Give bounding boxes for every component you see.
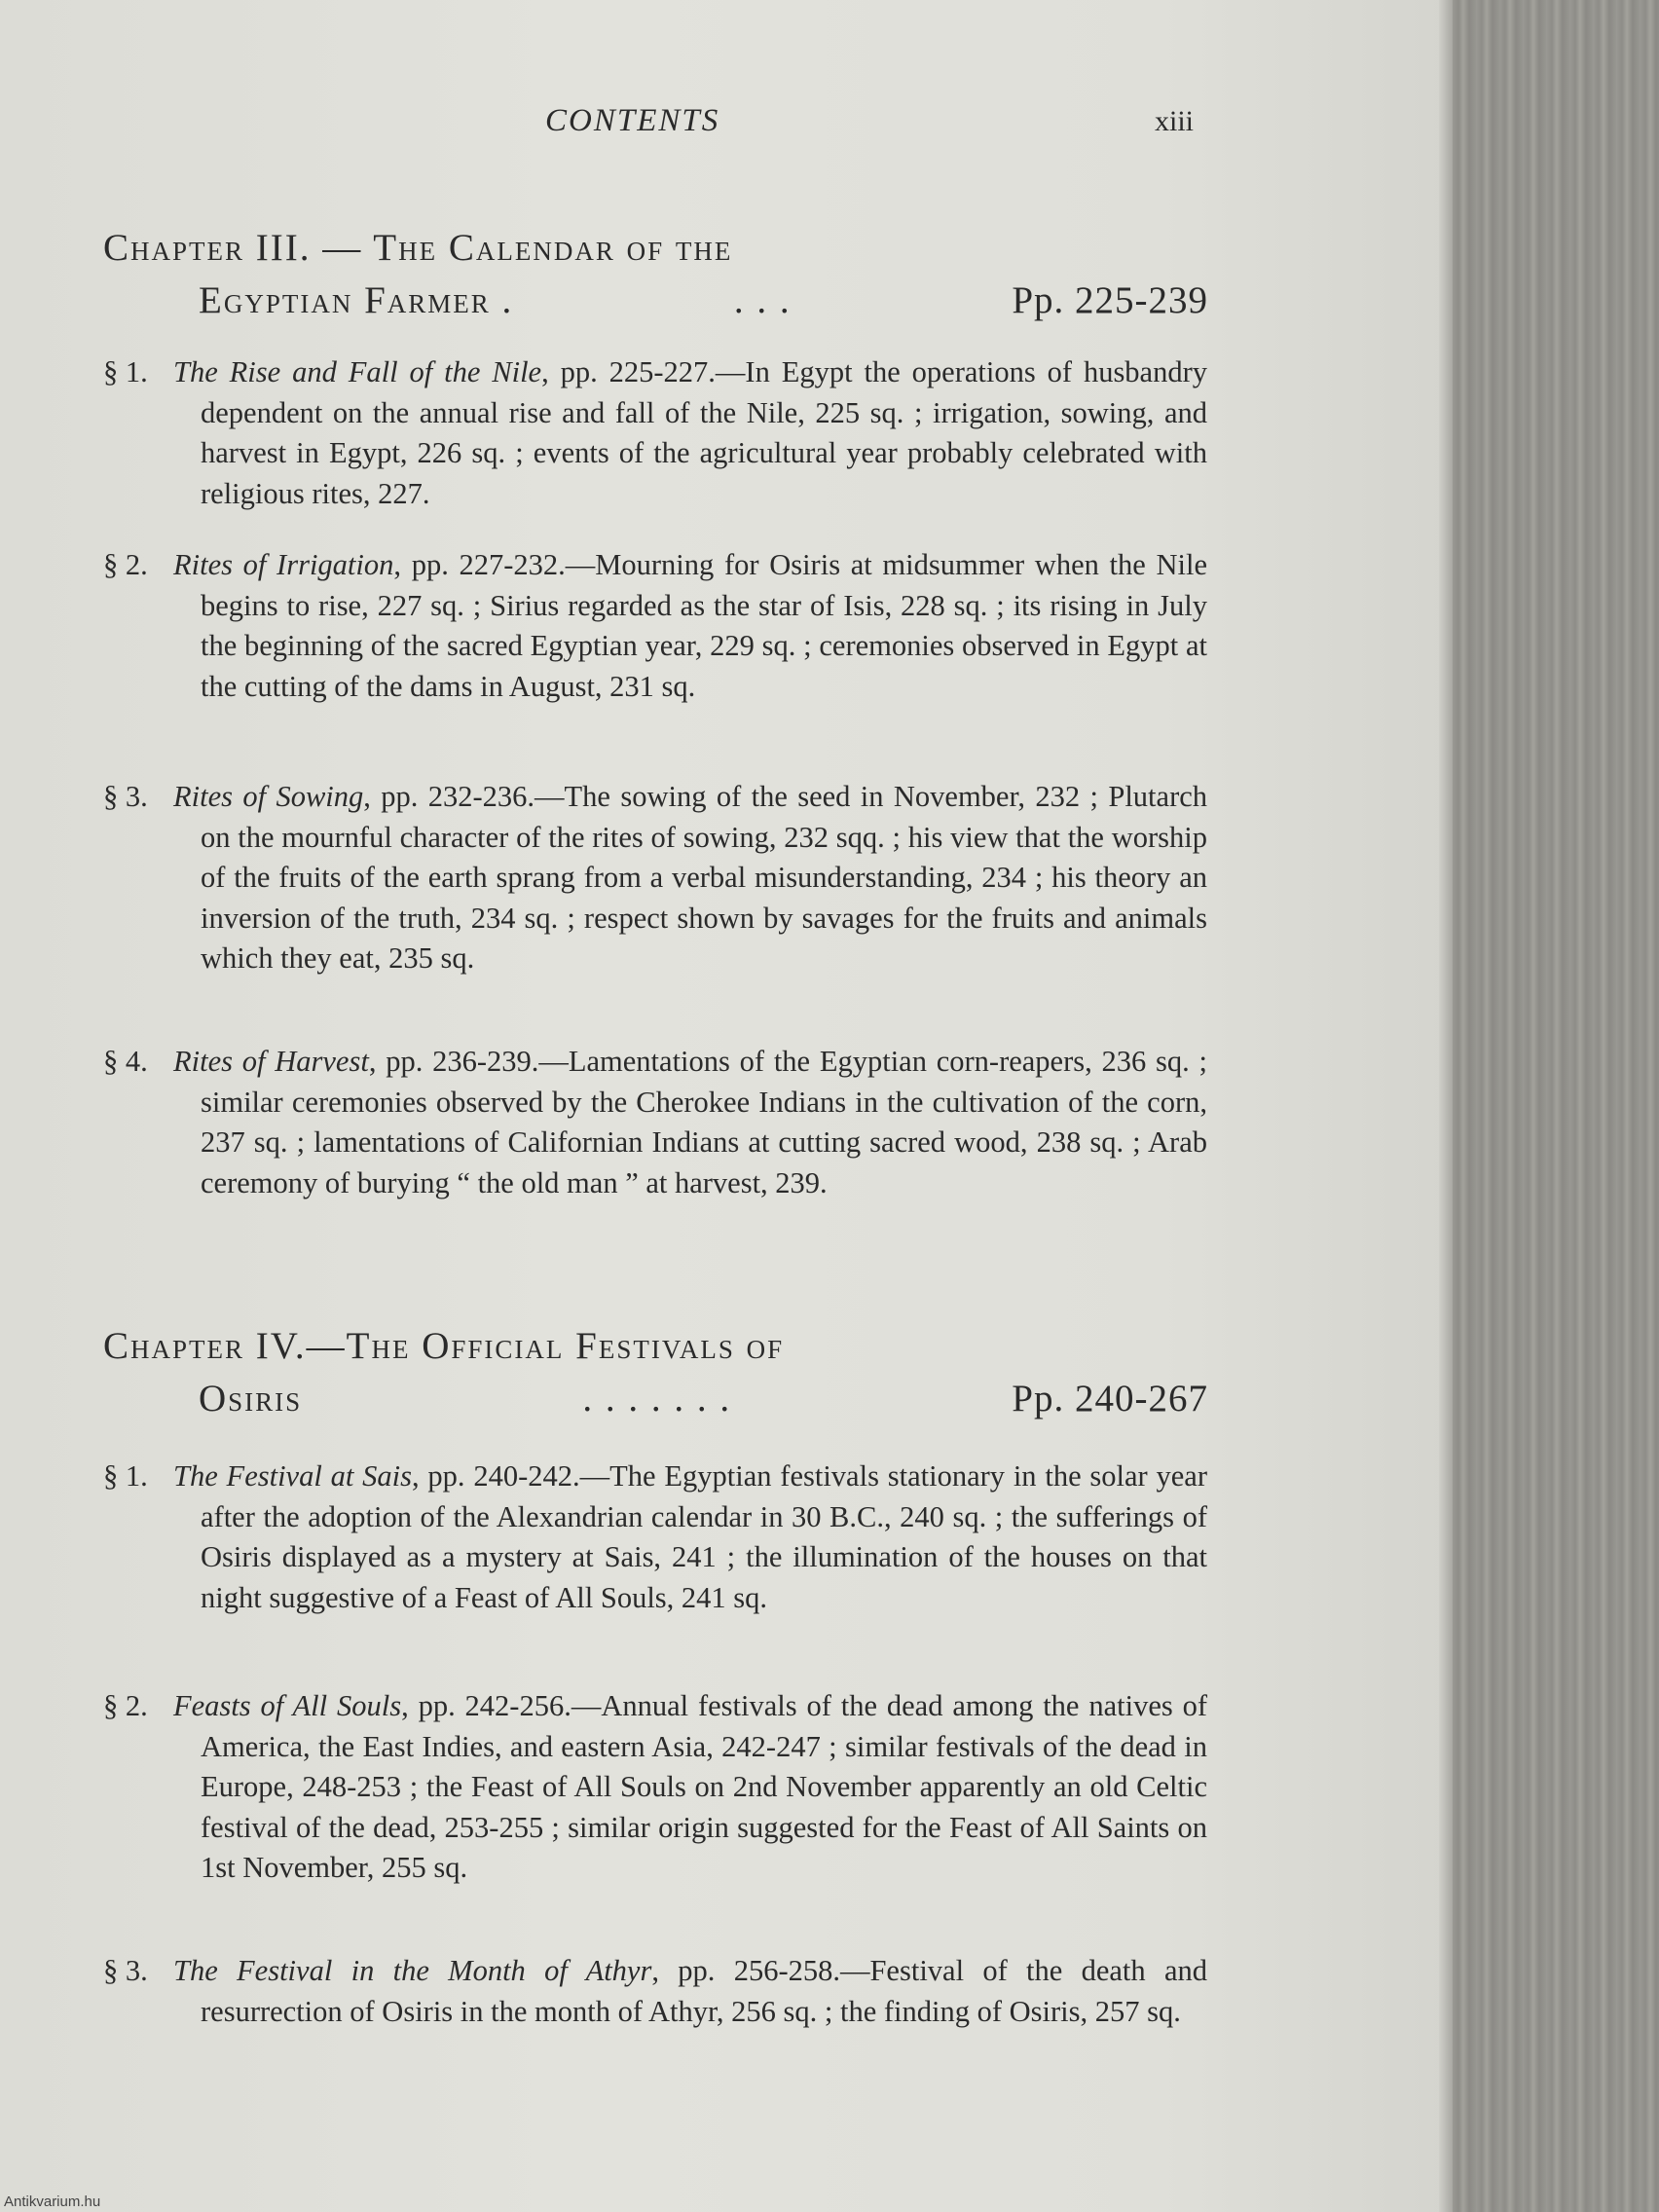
section-number: § 2. [103, 548, 148, 581]
chapter-4-section-1 [103, 1456, 1207, 1618]
running-head-title: CONTENTS [545, 103, 720, 138]
page-number: xiii [1155, 105, 1195, 137]
chapter-4-label [103, 1320, 1009, 1373]
section-text: , pp. 236-239.—Lamentations of the Egyptian corn-reapers, 236 sq. ; similar ceremonies observed by the Cherokee Indians in the cultivation of the corn, 237 sq. ; lamentations of Californian Indians at cutting sacred wood, 238 sq. ; Arab ceremony of burying “ the old man ” at harvest, 239. [201, 1045, 1208, 1199]
chapter-3-heading [103, 222, 1208, 327]
chapter-3-label-text: Chapter III. — The Calendar of the [103, 227, 733, 269]
wooden-background [1453, 0, 1659, 2212]
chapter-4-leader-dots: . . . . . . . [582, 1378, 732, 1419]
chapter-4-label-text: Chapter IV.—The Official Festivals of [103, 1325, 785, 1367]
section-number: § 2. [103, 1689, 148, 1722]
section-number: § 3. [103, 1954, 148, 1987]
section-text: , pp. 240-242.—The Egyptian festivals stationary in the solar year after the adoption of the Alexandrian calendar in 30 B.C., 240 sq. ; the sufferings of Osiris displayed as a mystery at Sais, 241 ; the illumination of the houses on that night suggestive of a Feast of All Souls, 241 sq. [201, 1459, 1207, 1614]
section-title: The Festival at Sais [173, 1459, 412, 1493]
chapter-4-pages: Pp. 240-267 [1012, 1378, 1208, 1419]
chapter-4-title: Osiris [199, 1378, 303, 1419]
chapter-4-section-2 [103, 1686, 1207, 1889]
chapter-4-heading [103, 1320, 1208, 1425]
section-text: , pp. 242-256.—Annual festivals of the dead among the natives of America, the East Indies, and eastern Asia, 242-247 ; similar festivals of the dead in Europe, 248-253 ; the Feast of All Souls on 2nd November apparently an old Celtic festival of the dead, 253-255 ; similar origin suggested for the Feast of All Saints on 1st November, 255 sq. [201, 1689, 1207, 1884]
section-text: , pp. 225-227.—In Egypt the operations of husbandry dependent on the annual rise and fall of the Nile, 225 sq. ; irrigation, sowing, and harvest in Egypt, 226 sq. ; events of the agricultural year probably celebrated with religious rites, 227. [201, 355, 1208, 510]
chapter-3-label [103, 222, 1009, 275]
section-title: Rites of Sowing [173, 780, 364, 813]
chapter-3-section-4 [103, 1042, 1207, 1203]
section-title: Feasts of All Souls [173, 1689, 402, 1722]
section-title: Rites of Irrigation [173, 548, 394, 581]
chapter-4-title-line [103, 1373, 1208, 1425]
section-text: , pp. 256-258.—Festival of the death and resurrection of Osiris in the month of Athyr, 256 sq. ; the finding of Osiris, 257 sq. [201, 1954, 1207, 2028]
chapter-3-title-line [103, 275, 1208, 327]
section-number: § 3. [103, 780, 148, 813]
chapter-3-pages: Pp. 225-239 [1012, 279, 1208, 321]
chapter-3-section-1 [103, 352, 1207, 514]
section-number: § 1. [103, 355, 148, 388]
chapter-4-section-3 [103, 1951, 1207, 2032]
chapter-3-leader-dots: . . . [733, 279, 792, 321]
running-head [0, 103, 1453, 152]
section-number: § 1. [103, 1459, 148, 1493]
section-title: Rites of Harvest [173, 1045, 369, 1078]
section-text: , pp. 227-232.—Mourning for Osiris at midsummer when the Nile begins to rise, 227 sq. ; Sirius regarded as the star of Isis, 228 sq. ; its rising in July the beginning of the sacred Egyptian year, 229 sq. ; ceremonies observed in Egypt at the cutting of the dams in August, 231 sq. [201, 548, 1207, 703]
chapter-3-title: Egyptian Farmer . [199, 279, 514, 321]
watermark: Antikvarium.hu [4, 2194, 101, 2210]
section-title: The Festival in the Month of Athyr [173, 1954, 652, 1987]
section-title: The Rise and Fall of the Nile [173, 355, 542, 388]
section-number: § 4. [103, 1045, 148, 1078]
chapter-3-section-2 [103, 545, 1207, 707]
page-edge [1439, 0, 1453, 2212]
section-text: , pp. 232-236.—The sowing of the seed in November, 232 ; Plutarch on the mournful character of the rites of sowing, 232 sqq. ; his view that the worship of the fruits of the earth sprang from a verbal misunderstanding, 234 ; his theory an inversion of the truth, 234 sq. ; respect shown by savages for the fruits and animals which they eat, 235 sq. [201, 780, 1208, 975]
chapter-3-section-3 [103, 777, 1207, 979]
